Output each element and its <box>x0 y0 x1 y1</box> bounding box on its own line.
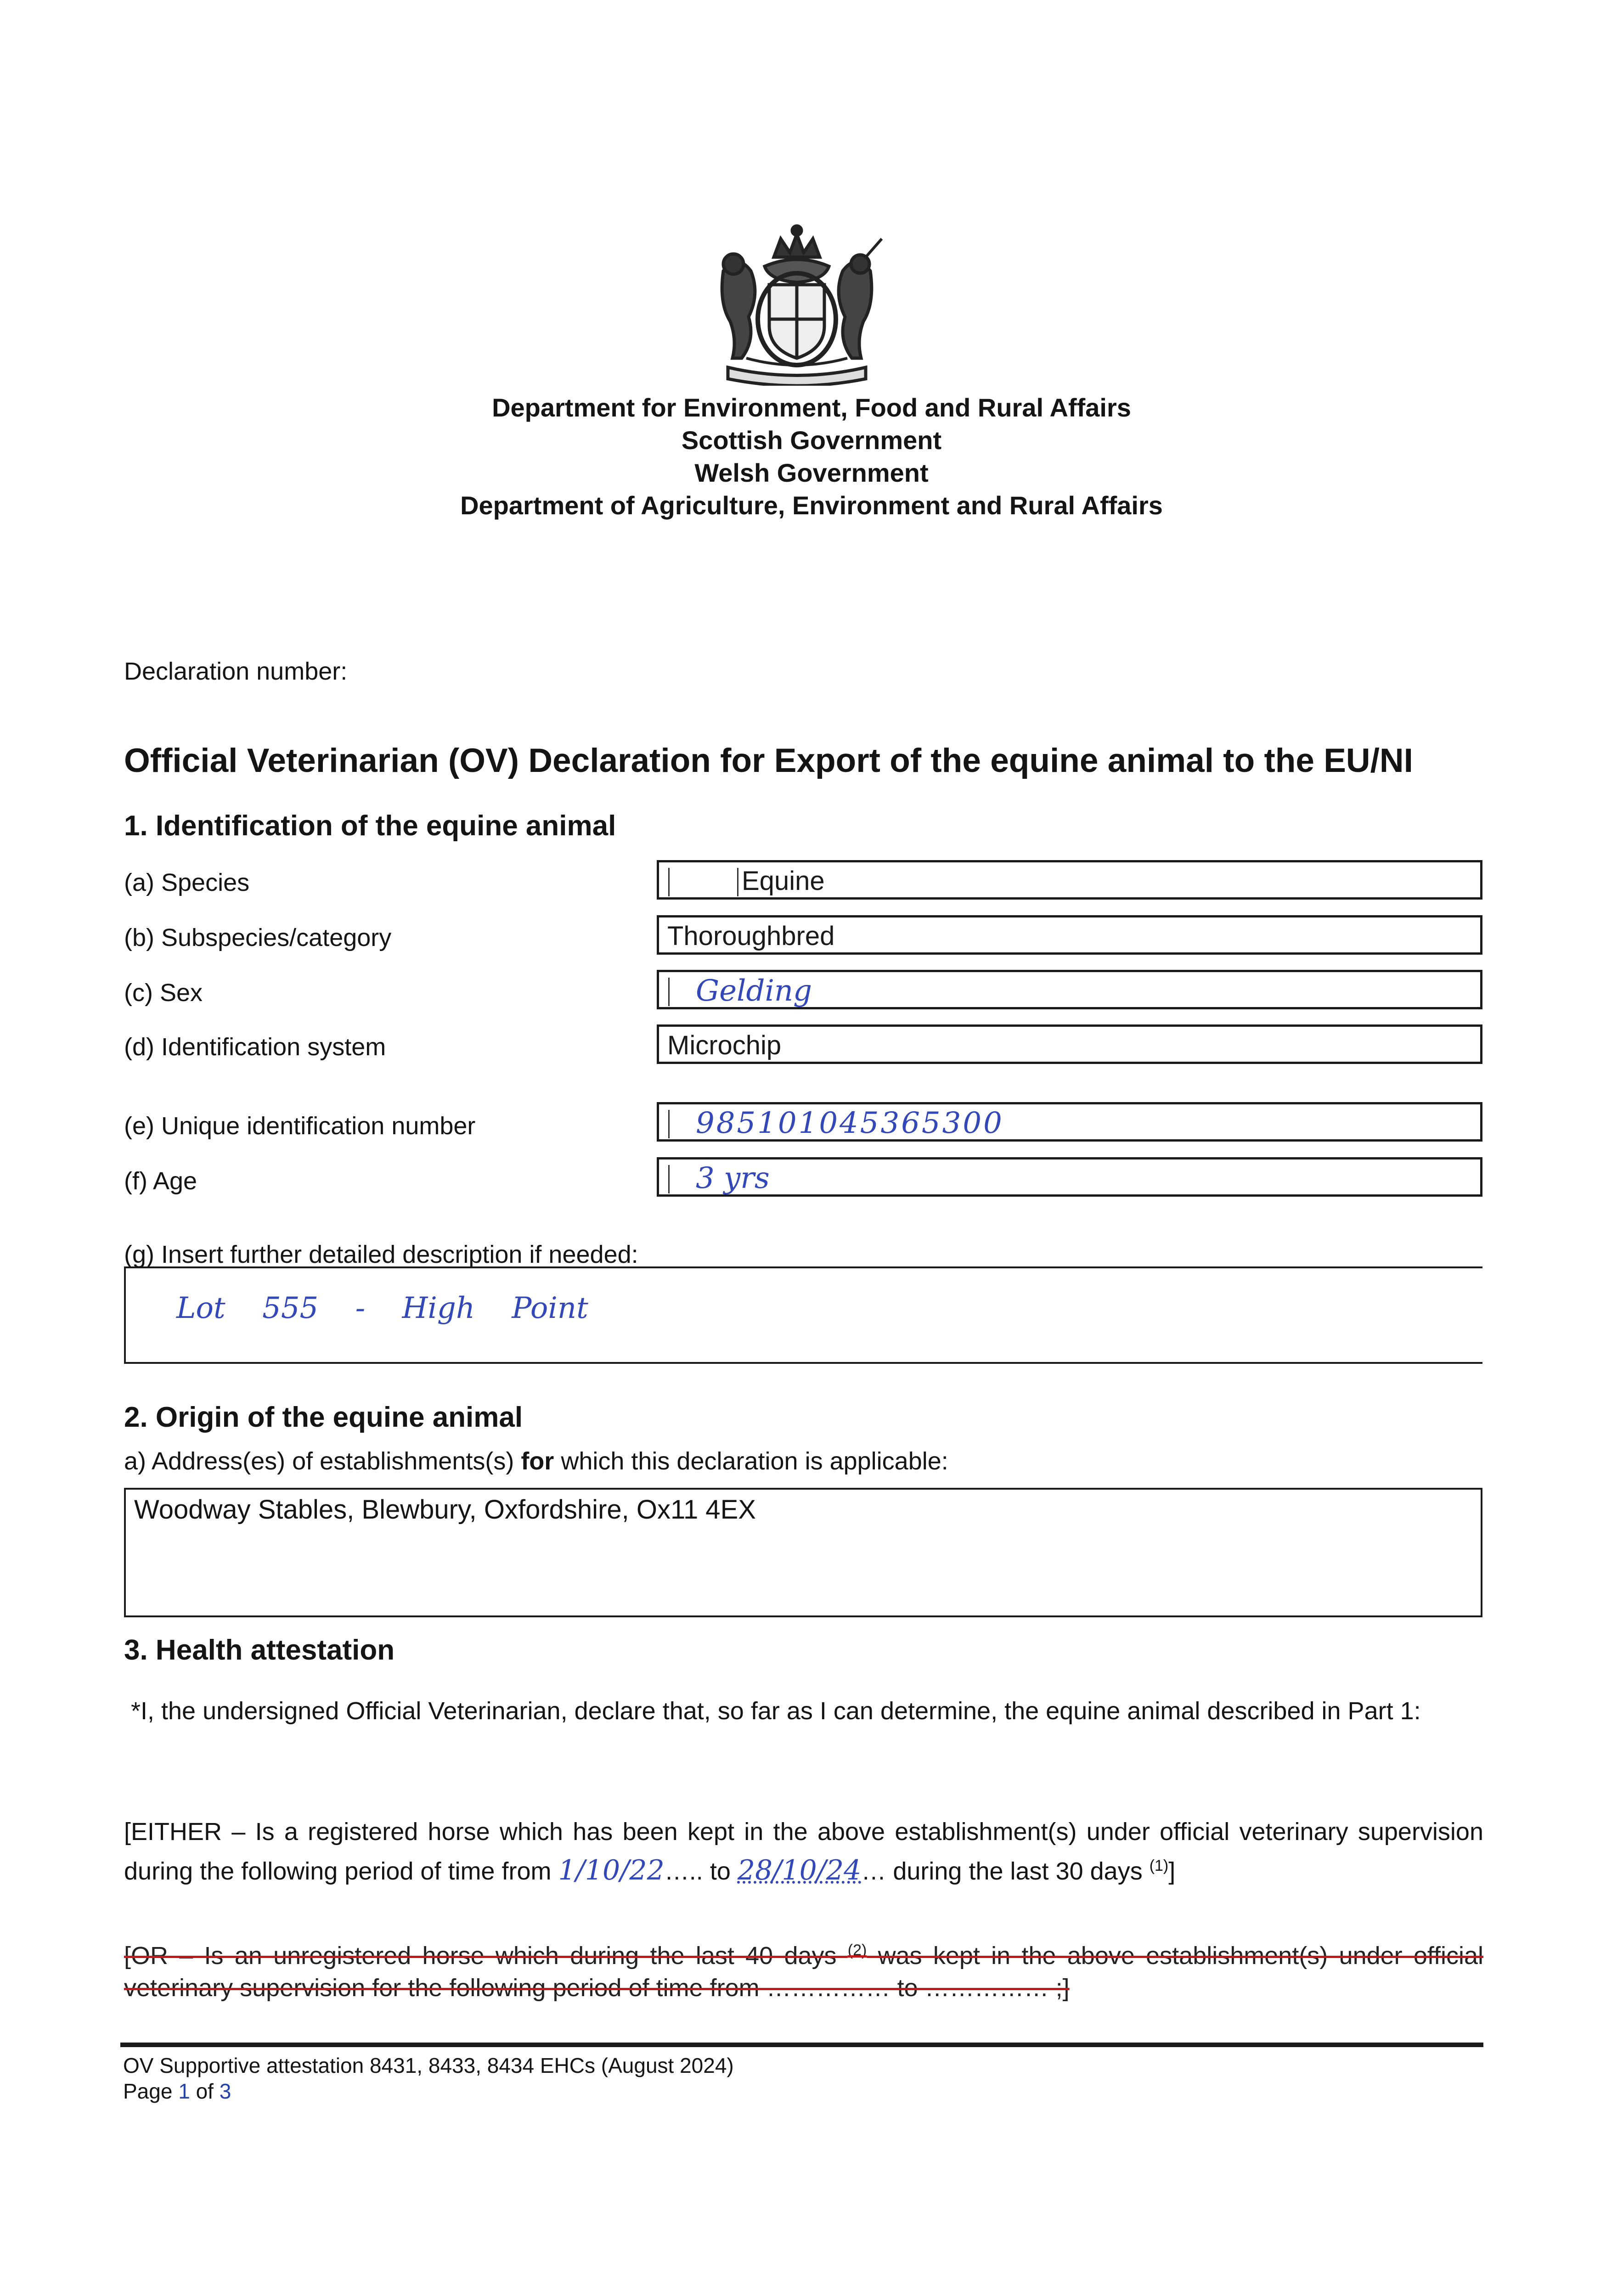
department-name: Scottish Government <box>681 426 942 455</box>
further-description-label: (g) Insert further detailed description if needed: <box>124 1241 638 1268</box>
sex-label: (c) Sex <box>124 979 203 1007</box>
address-box[interactable] <box>124 1488 1482 1617</box>
sex-value: Gelding <box>696 974 812 1008</box>
or-clause-struck: [OR – Is an unregistered horse which during the last 40 days $^{(2)}$ was kept in the above establishment(s) under official veterinary supervision for the following period of time from …………… to …………… ;] <box>124 1941 1483 2002</box>
species-field[interactable] <box>657 860 1482 900</box>
subspecies-field[interactable] <box>657 915 1482 955</box>
species-label: (a) Species <box>124 869 250 896</box>
declaration-number-label: Declaration number: <box>124 658 348 685</box>
sex-field[interactable] <box>657 970 1482 1009</box>
species-value: Equine <box>742 866 825 896</box>
page-title: Official Veterinarian (OV) Declaration for Export of the equine animal to the EU/NI <box>124 742 1413 779</box>
unique-id-label: (e) Unique identification number <box>124 1112 476 1140</box>
department-name: Welsh Government <box>694 458 929 487</box>
identification-system-label: (d) Identification system <box>124 1033 386 1061</box>
unique-id-value: 985101045365300 <box>696 1106 1004 1140</box>
identification-system-value: Microchip <box>667 1030 782 1060</box>
subspecies-label: (b) Subspecies/category <box>124 924 392 951</box>
subspecies-value: Thoroughbred <box>667 921 835 951</box>
department-name: Department for Environment, Food and Rural Affairs <box>492 393 1131 422</box>
age-value: 3 yrs <box>696 1161 770 1195</box>
identification-system-field[interactable] <box>657 1024 1482 1064</box>
unique-id-field[interactable] <box>657 1102 1482 1142</box>
either-from-date: 1/10/22 <box>558 1854 665 1886</box>
age-label: (f) Age <box>124 1167 197 1195</box>
age-field[interactable] <box>657 1157 1482 1197</box>
attestation-intro: *I, the undersigned Official Veterinarian, declare that, so far as I can determine, the equine animal described in Part 1: <box>131 1697 1421 1725</box>
either-clause: [EITHER – Is a registered horse which has been kept in the above establishment(s) under official veterinary supervision during the following period of time from 1/10/22….. to 28/10/24… during the last 30 days $^{(1)}$] <box>124 1818 1483 1886</box>
further-description-value: Lot 555 - High Point <box>176 1291 588 1325</box>
further-description-box[interactable] <box>124 1266 1482 1364</box>
section-2-heading: 2. Origin of the equine animal <box>124 1401 523 1433</box>
section-3-heading: 3. Health attestation <box>124 1634 395 1666</box>
coat-of-arms-icon <box>705 220 889 386</box>
address-value: Woodway Stables, Blewbury, Oxfordshire, Ox11 4EX <box>134 1495 756 1525</box>
section-1-heading: 1. Identification of the equine animal <box>124 810 616 842</box>
footer-divider <box>120 2043 1483 2047</box>
footer-attestation: OV Supportive attestation 8431, 8433, 8434 EHCs (August 2024) <box>123 2054 734 2077</box>
address-prompt: a) Address(es) of establishments(s) for which this declaration is applicable: <box>124 1447 948 1475</box>
either-to-date: 28/10/24 <box>737 1854 862 1886</box>
footer-page-number: Page 1 of 3 <box>123 2079 231 2103</box>
department-name: Department of Agriculture, Environment and Rural Affairs <box>460 491 1163 520</box>
